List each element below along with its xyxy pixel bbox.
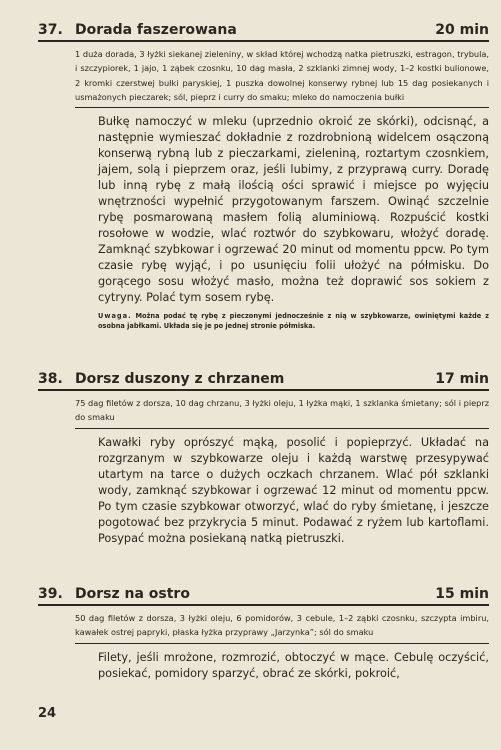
recipe-header — [38, 22, 489, 42]
recipe-title: Dorsz na ostro — [75, 586, 190, 602]
recipe-39 — [38, 586, 489, 682]
recipe-instructions: Kawałki ryby oprószyć mąką, posolić i popieprzyć. Układać na rozgrzanym w szybkowarze oleju i każdą warstwę przesypywać utartym na tarce o dużych oczkach chrzanem. Wlać pół szklanki wody, zamknąć szybkowar i ogrzewać 12 minut od momentu ppcw. Po tym czasie szybkowar otworzyć, wlać do ryby śmietanę, i jeszcze pogotować bez przykrycia 5 minut. Podawać z ryżem lub kartoflami. Posypać można posiekaną natką pietruszki. — [98, 435, 489, 545]
recipe-37 — [38, 22, 489, 331]
recipe-ingredients: 50 dag filetów z dorsza, 3 łyżki oleju, 6 pomidorów, 3 cebule, 1–2 ząbki czosnku, szczypta imbiru, kawałek ostrej papryki, płaska łyżka przyprawy „Jarzynka”; sól do smaku — [75, 611, 489, 644]
recipe-instructions: Bułkę namoczyć w mleku (uprzednio okroić ze skórki), odcisnąć, a następnie wymieszać dokładnie z rozdrobnioną widelcem osączoną konserwą rybną lub z pieczarkami, zieleniną, roztartym czosnkiem, jajem, solą i pieprzem oraz, jeśli lubimy, z przyprawą curry. Doradę lub inną rybę z małą ilością ości sprawić i miejsce po wyjęciu wnętrzności wypełnić przygotowanym farszem. Owinąć szczelnie rybę posmarowaną masłem folią aluminiową. Rozpuścić kostki rosołowe w wodzie, wlać roztwór do szybkowaru, włożyć doradę. Zamknąć szybkowar i ogrzewać 20 minut od momentu ppcw. Po tym czasie rybę wyjąć, i po usunięciu folii ułożyć na półmisku. Do gorącego sosu włożyć masło, można też doprawić sos sokiem z cytryny. Polać tym sosem rybę. — [98, 115, 489, 305]
note-label: Uwaga. — [98, 312, 132, 321]
note-text: Można podać tę rybę z pieczonymi jednocześnie z nią w szybkowarze, owiniętymi każde z osobna jabłkami. Układa się je po jednej stronie półmiska. — [98, 312, 489, 331]
recipe-ingredients: 75 dag filetów z dorsza, 10 dag chrzanu, 3 łyżki oleju, 1 łyżka mąki, 1 szklanka śmietany; sól i pieprz do smaku — [75, 396, 489, 429]
recipe-title: Dorada faszerowana — [75, 22, 237, 38]
page-number: 24 — [38, 706, 57, 721]
recipe-number: 38. — [38, 371, 63, 387]
recipe-38 — [38, 371, 489, 547]
recipe-number: 39. — [38, 586, 63, 602]
recipe-header — [38, 371, 489, 391]
recipe-instructions: Filety, jeśli mrożone, rozmrozić, obtoczyć w mące. Cebulę oczyścić, posiekać, pomidory sparzyć, obrać ze skórki, pokroić, — [98, 650, 489, 680]
recipe-time: 15 min — [435, 586, 489, 602]
recipe-time: 20 min — [435, 22, 489, 38]
recipe-number: 37. — [38, 22, 63, 38]
recipe-header — [38, 586, 489, 606]
recipe-ingredients: 1 duża dorada, 3 łyżki siekanej zieleniny, w skład której wchodzą natka pietruszki, estragon, trybula, i szczypiorek, 1 jajo, 1 ząbek czosnku, 10 dag masła, 2 szklanki zimnej wody, 1–2 kostki bulionowe, 2 kromki czerstwej bułki paryskiej, 1 puszka dowolnej konserwy rybnej lub 15 dag posiekanych i usmażonych pieczarek; sól, pieprz i curry do smaku; mleko do namoczenia bułki — [75, 47, 489, 108]
recipe-time: 17 min — [435, 371, 489, 387]
recipe-note — [98, 311, 489, 331]
recipe-title: Dorsz duszony z chrzanem — [75, 371, 285, 387]
